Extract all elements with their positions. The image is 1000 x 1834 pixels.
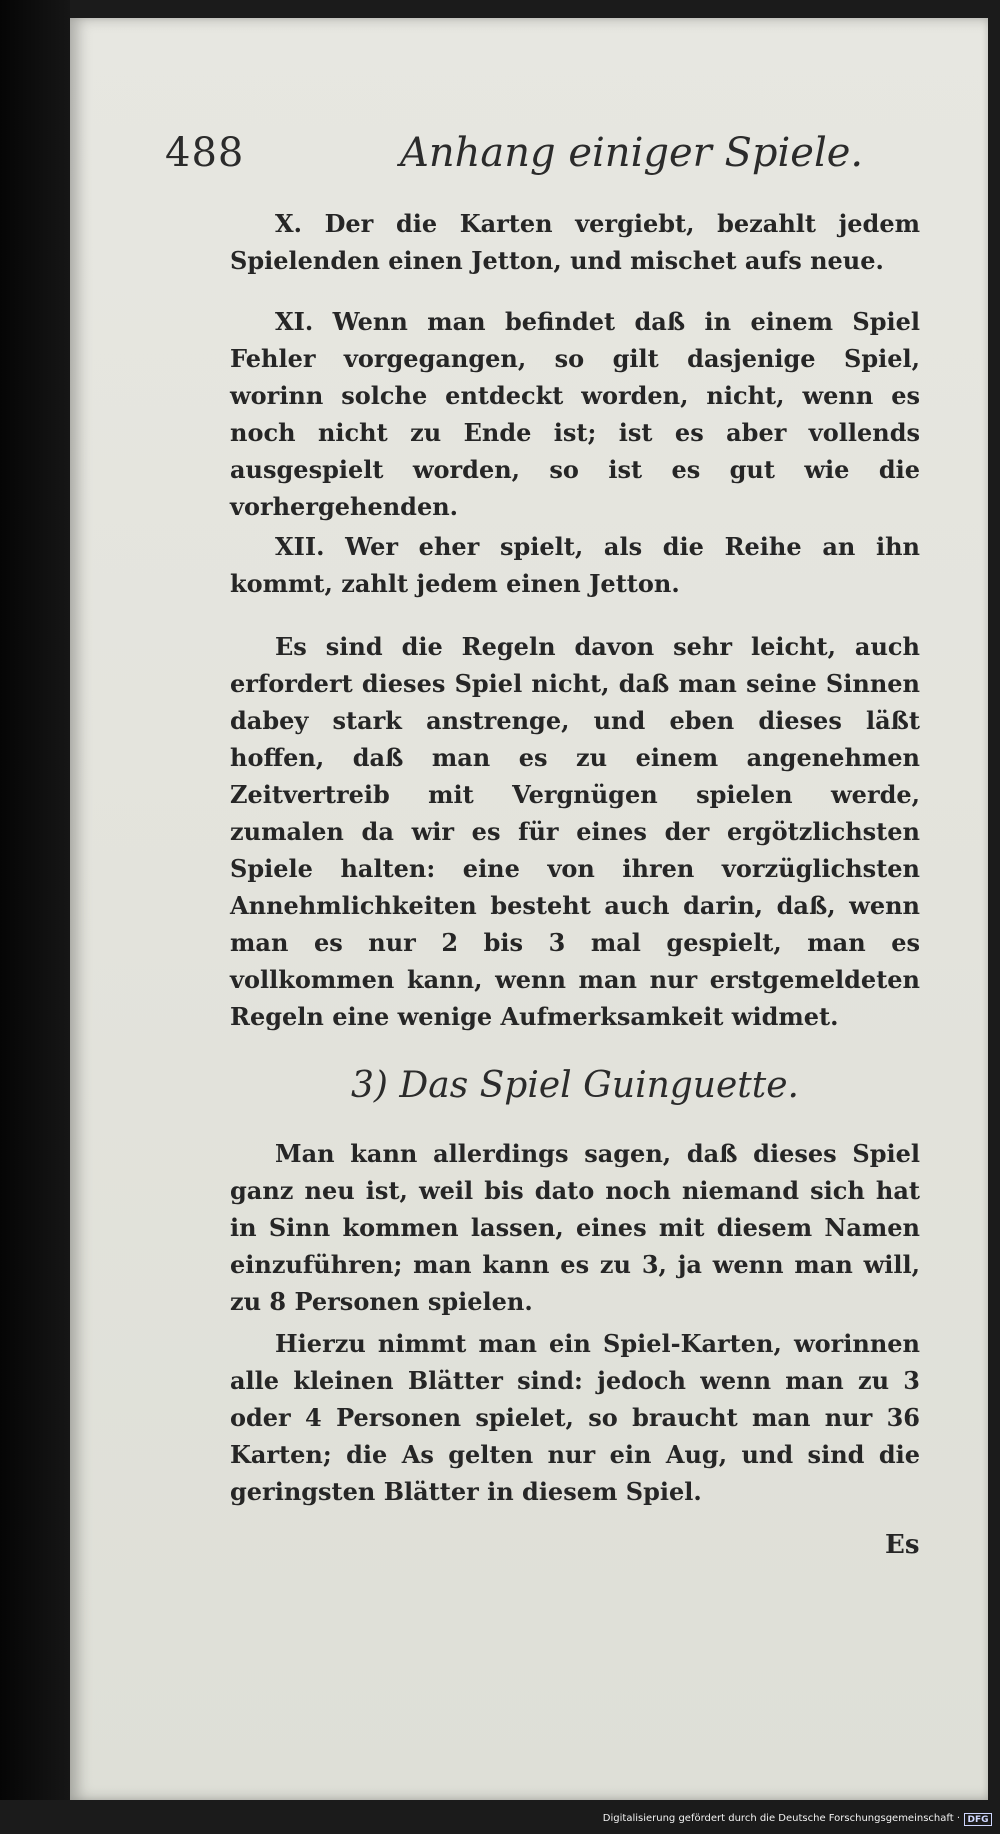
running-head: Anhang einiger Spiele.: [400, 130, 864, 176]
paragraph-text: Es sind die Regeln davon sehr leicht, auch erfordert dieses Spiel nicht, daß man seine Sinnen dabey stark anstrenge, und eben dieses läßt hoffen, daß man es zu einem angenehmen Zeitvertreib mit Vergnügen spielen werde, zumalen da wir es für eines der ergötzlichsten Spiele halten: eine von ihren vorzüglichsten Annehmlichkeiten besteht auch darin, daß, wenn man es nur 2 bis 3 mal gespielt, man es vollkommen kann, wenn man nur erstgemeldeten Regeln eine wenige Aufmerksamkeit widmet.: [230, 632, 920, 1031]
paragraph-rule-xi: [230, 303, 920, 525]
paragraph-text: XI. Wenn man befindet daß in einem Spiel Fehler vorgegangen, so gilt dasjenige Spiel, worinn solche entdeckt worden, nicht, wenn es noch nicht zu Ende ist; ist es aber vollends ausgespielt worden, so ist es gut wie die vorhergehenden.: [230, 307, 920, 521]
catchword: Es: [885, 1530, 920, 1560]
paragraph-text: XII. Wer eher spielt, als die Reihe an ihn kommt, zahlt jedem einen Jetton.: [230, 532, 920, 598]
section-heading: 3) Das Spiel Guinguette.: [351, 1065, 799, 1106]
paragraph-summary: [230, 628, 920, 1035]
page-number: 488: [165, 130, 245, 176]
paragraph-text: Man kann allerdings sagen, daß dieses Spiel ganz neu ist, weil bis dato noch niemand sich hat in Sinn kommen lassen, eines mit diesem Namen einzuführen; man kann es zu 3, ja wenn man will, zu 8 Personen spielen.: [230, 1139, 920, 1316]
dfg-logo-icon: DFG: [964, 1813, 992, 1826]
footer-credit: Digitalisierung gefördert durch die Deutsche Forschungsgemeinschaft ·: [602, 1813, 960, 1824]
paragraph-rule-x: [230, 205, 920, 279]
scan-left-shadow: [0, 0, 70, 1834]
paragraph-cards: [230, 1325, 920, 1510]
paragraph-text: Hierzu nimmt man ein Spiel-Karten, worinnen alle kleinen Blätter sind: jedoch wenn man zu 3 oder 4 Personen spielet, so braucht man nur 36 Karten; die As gelten nur ein Aug, und sind die geringsten Blätter in diesem Spiel.: [230, 1329, 920, 1506]
paragraph-text: X. Der die Karten vergiebt, bezahlt jedem Spielenden einen Jetton, und mischet aufs neue.: [230, 209, 920, 275]
paragraph-rule-xii: [230, 528, 920, 602]
paragraph-intro: [230, 1135, 920, 1320]
